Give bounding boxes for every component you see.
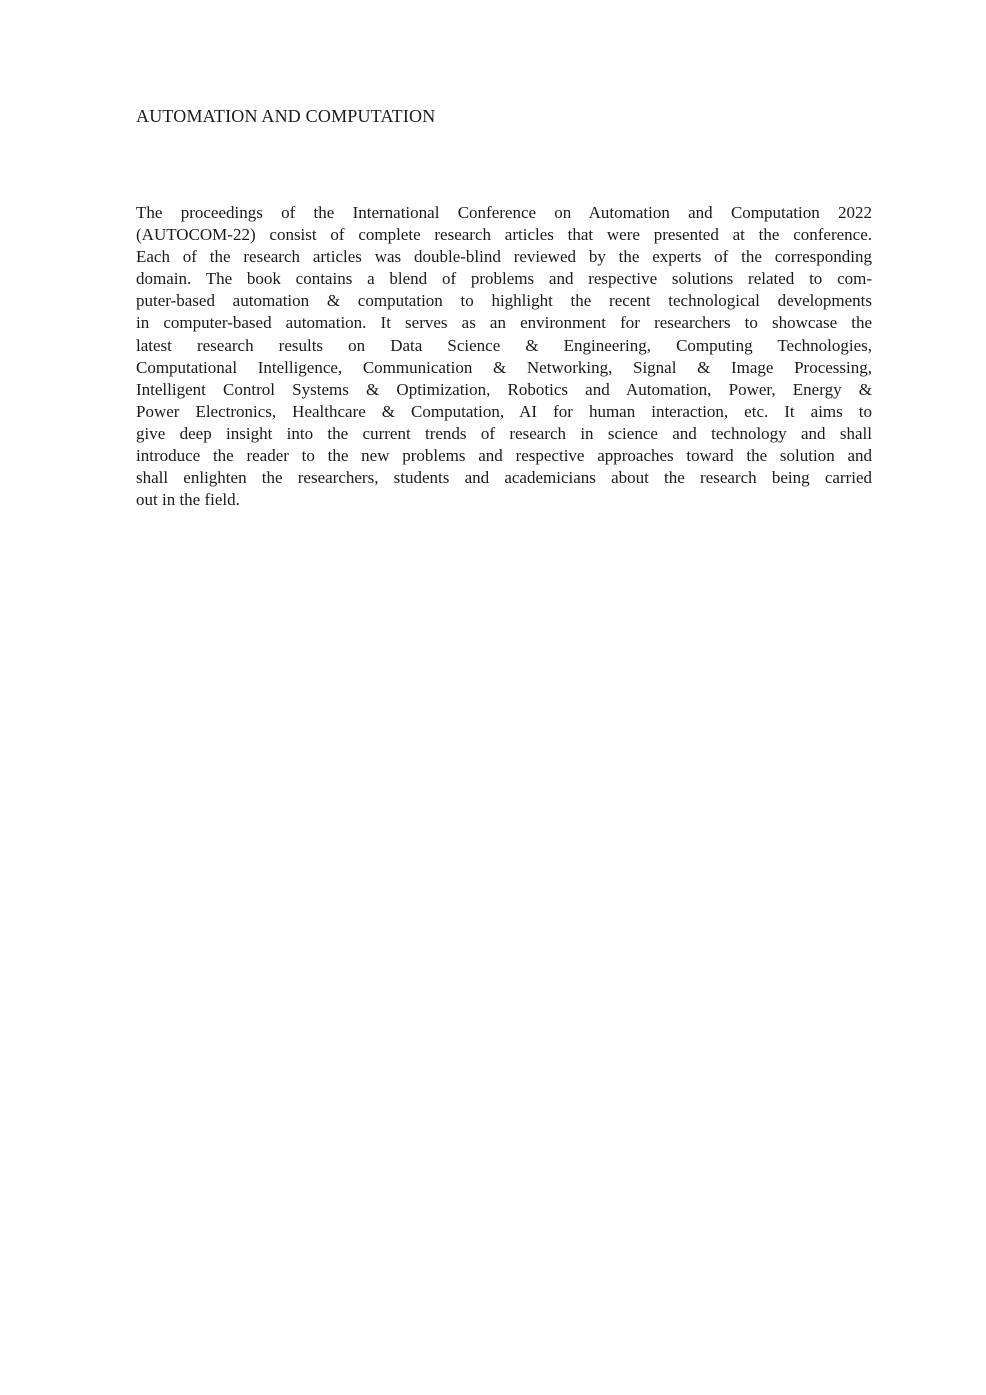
abstract-line: shall enlighten the researchers, students and academicians about the research being carried	[136, 468, 872, 488]
abstract-line: latest research results on Data Science & Engineering, Computing Technologies,	[136, 335, 872, 355]
abstract-line: introduce the reader to the new problems and respective approaches toward the solution and	[136, 446, 872, 466]
abstract-line: Intelligent Control Systems & Optimization, Robotics and Automation, Power, Energy &	[136, 379, 872, 399]
abstract-line: Power Electronics, Healthcare & Computation, AI for human interaction, etc. It aims to	[136, 401, 872, 421]
abstract-line: Computational Intelligence, Communication & Networking, Signal & Image Processing,	[136, 357, 872, 377]
abstract-paragraph	[136, 202, 872, 511]
abstract-line: Each of the research articles was double-blind reviewed by the experts of the corresponding	[136, 247, 872, 267]
abstract-line: (AUTOCOM-22) consist of complete research articles that were presented at the conference.	[136, 225, 872, 245]
book-title: AUTOMATION AND COMPUTATION	[136, 106, 436, 126]
abstract-line: out in the field.	[136, 490, 240, 510]
abstract-line: give deep insight into the current trends of research in science and technology and shall	[136, 423, 872, 443]
abstract-line: puter-based automation & computation to highlight the recent technological developments	[136, 291, 872, 311]
abstract-line: The proceedings of the International Conference on Automation and Computation 2022	[136, 203, 872, 222]
abstract-line: in computer-based automation. It serves as an environment for researchers to showcase the	[136, 313, 872, 333]
abstract-line: domain. The book contains a blend of problems and respective solutions related to com-	[136, 269, 872, 289]
